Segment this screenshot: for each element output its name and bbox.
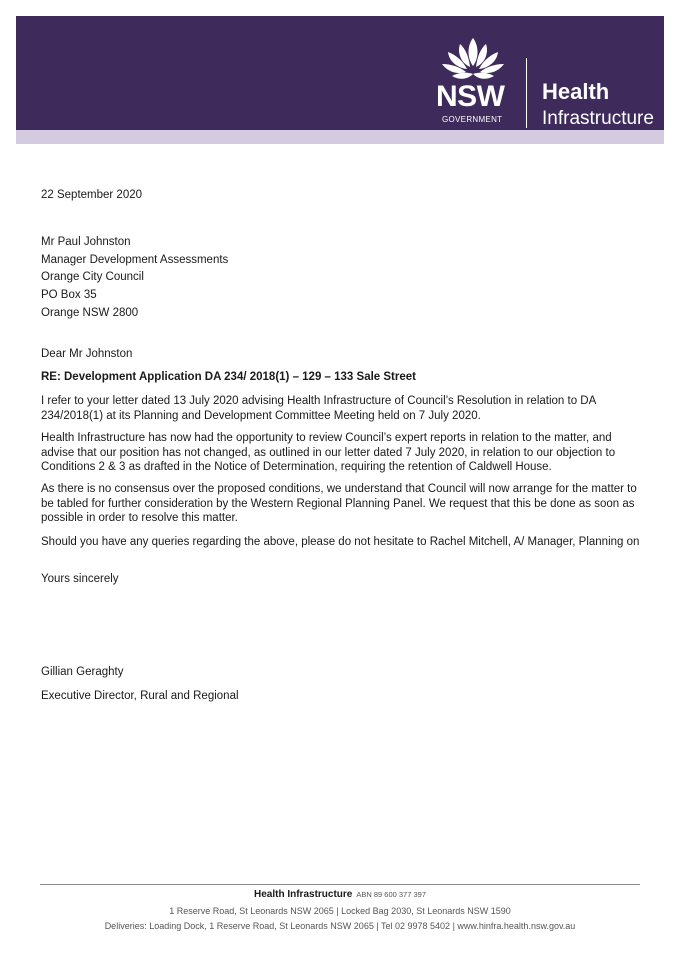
- footer-org: Health Infrastructure: [254, 889, 353, 900]
- nsw-health-infrastructure-logo: [428, 36, 668, 136]
- signatory-title: Executive Director, Rural and Regional: [41, 690, 239, 702]
- closing: Yours sincerely: [41, 573, 119, 585]
- recipient-line: Orange NSW 2800: [41, 307, 139, 319]
- recipient-line: Manager Development Assessments: [41, 254, 229, 266]
- recipient-line: Orange City Council: [41, 271, 144, 283]
- body-paragraph: As there is no consensus over the proposed conditions, we understand that Council will now arrange for the matter to be tabled for further consideration by the Western Regional Planning Panel. We request that this be done as soon as possible in order to resolve this matter.: [41, 483, 637, 524]
- waratah-icon: [438, 36, 508, 86]
- nsw-wordmark: NSW: [436, 80, 505, 113]
- header-banner: [16, 16, 664, 130]
- signatory-name: Gillian Geraghty: [41, 666, 124, 678]
- footer-org-line: [0, 888, 680, 901]
- body-paragraph: Health Infrastructure has now had the opportunity to review Council’s expert reports in relation to the matter, and advise that our position has not changed, as outlined in our letter dated 7 July 2020, in relation to our objection to Conditions 2 & 3 as drafted in the Notice of Determination, requiring the retention of Caldwell House.: [41, 432, 616, 473]
- footer-address: 1 Reserve Road, St Leonards NSW 2065 | Locked Bag 2030, St Leonards NSW 1590: [169, 906, 511, 916]
- footer-abn: ABN 89 600 377 397: [356, 890, 426, 899]
- logo-divider: [526, 58, 527, 128]
- recipient-line: Mr Paul Johnston: [41, 236, 131, 248]
- brand-title: Health: [542, 79, 610, 104]
- header-strip: [16, 130, 664, 144]
- salutation: Dear Mr Johnston: [41, 348, 133, 360]
- brand-subtitle: Infrastructure: [542, 108, 654, 129]
- recipient-line: PO Box 35: [41, 289, 97, 301]
- body-paragraph: I refer to your letter dated 13 July 2020 advising Health Infrastructure of Council’s Resolution in relation to DA 234/2018(1) at its Planning and Development Committee Meeting held on 7 July 2020.: [41, 395, 596, 422]
- government-wordmark: GOVERNMENT: [442, 115, 503, 124]
- body-paragraph: Should you have any queries regarding the above, please do not hesitate to Rachel Mitchell, A/ Manager, Planning on: [41, 536, 640, 548]
- footer-divider: [40, 884, 640, 885]
- subject-line: RE: Development Application DA 234/ 2018(1) – 129 – 133 Sale Street: [41, 371, 416, 383]
- letter-date: 22 September 2020: [41, 189, 143, 201]
- footer-deliveries: Deliveries: Loading Dock, 1 Reserve Road, St Leonards NSW 2065 | Tel 02 9978 5402 | www.hinfra.health.nsw.gov.au: [104, 921, 576, 931]
